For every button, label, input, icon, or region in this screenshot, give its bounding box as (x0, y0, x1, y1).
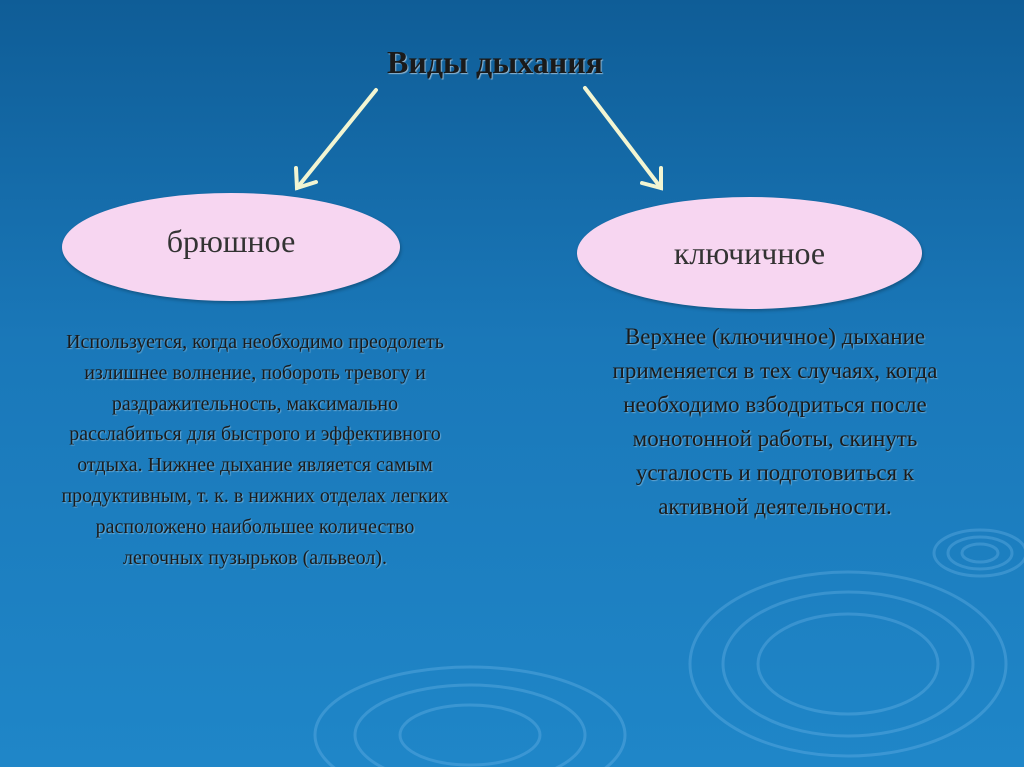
abdominal-breathing-oval (62, 193, 400, 301)
slide-title: Виды дыхания (387, 44, 603, 80)
clavicular-breathing-oval (577, 197, 922, 309)
abdominal-breathing-label: брюшное (166, 222, 296, 259)
clavicular-breathing-label: ключичное (673, 234, 826, 271)
clavicular-breathing-description: Верхнее (ключичное) дыхание применяется в тех случаях, когда необходимо взбодриться после монотонной работы, скинуть усталость и подготовиться к активной деятельности. (612, 324, 938, 519)
abdominal-breathing-description: Используется, когда необходимо преодолеть излишнее волнение, побороть тревогу и раздражительность, максимально расслабиться для быстрого и эффективного отдыха. Нижнее дыхание является самым продуктивным, т. к. в нижних отделах легких расположено наибольшее количество легочных пузырьков (альвеол). (61, 331, 449, 569)
left-arrow (296, 90, 376, 188)
right-arrow (585, 88, 661, 188)
